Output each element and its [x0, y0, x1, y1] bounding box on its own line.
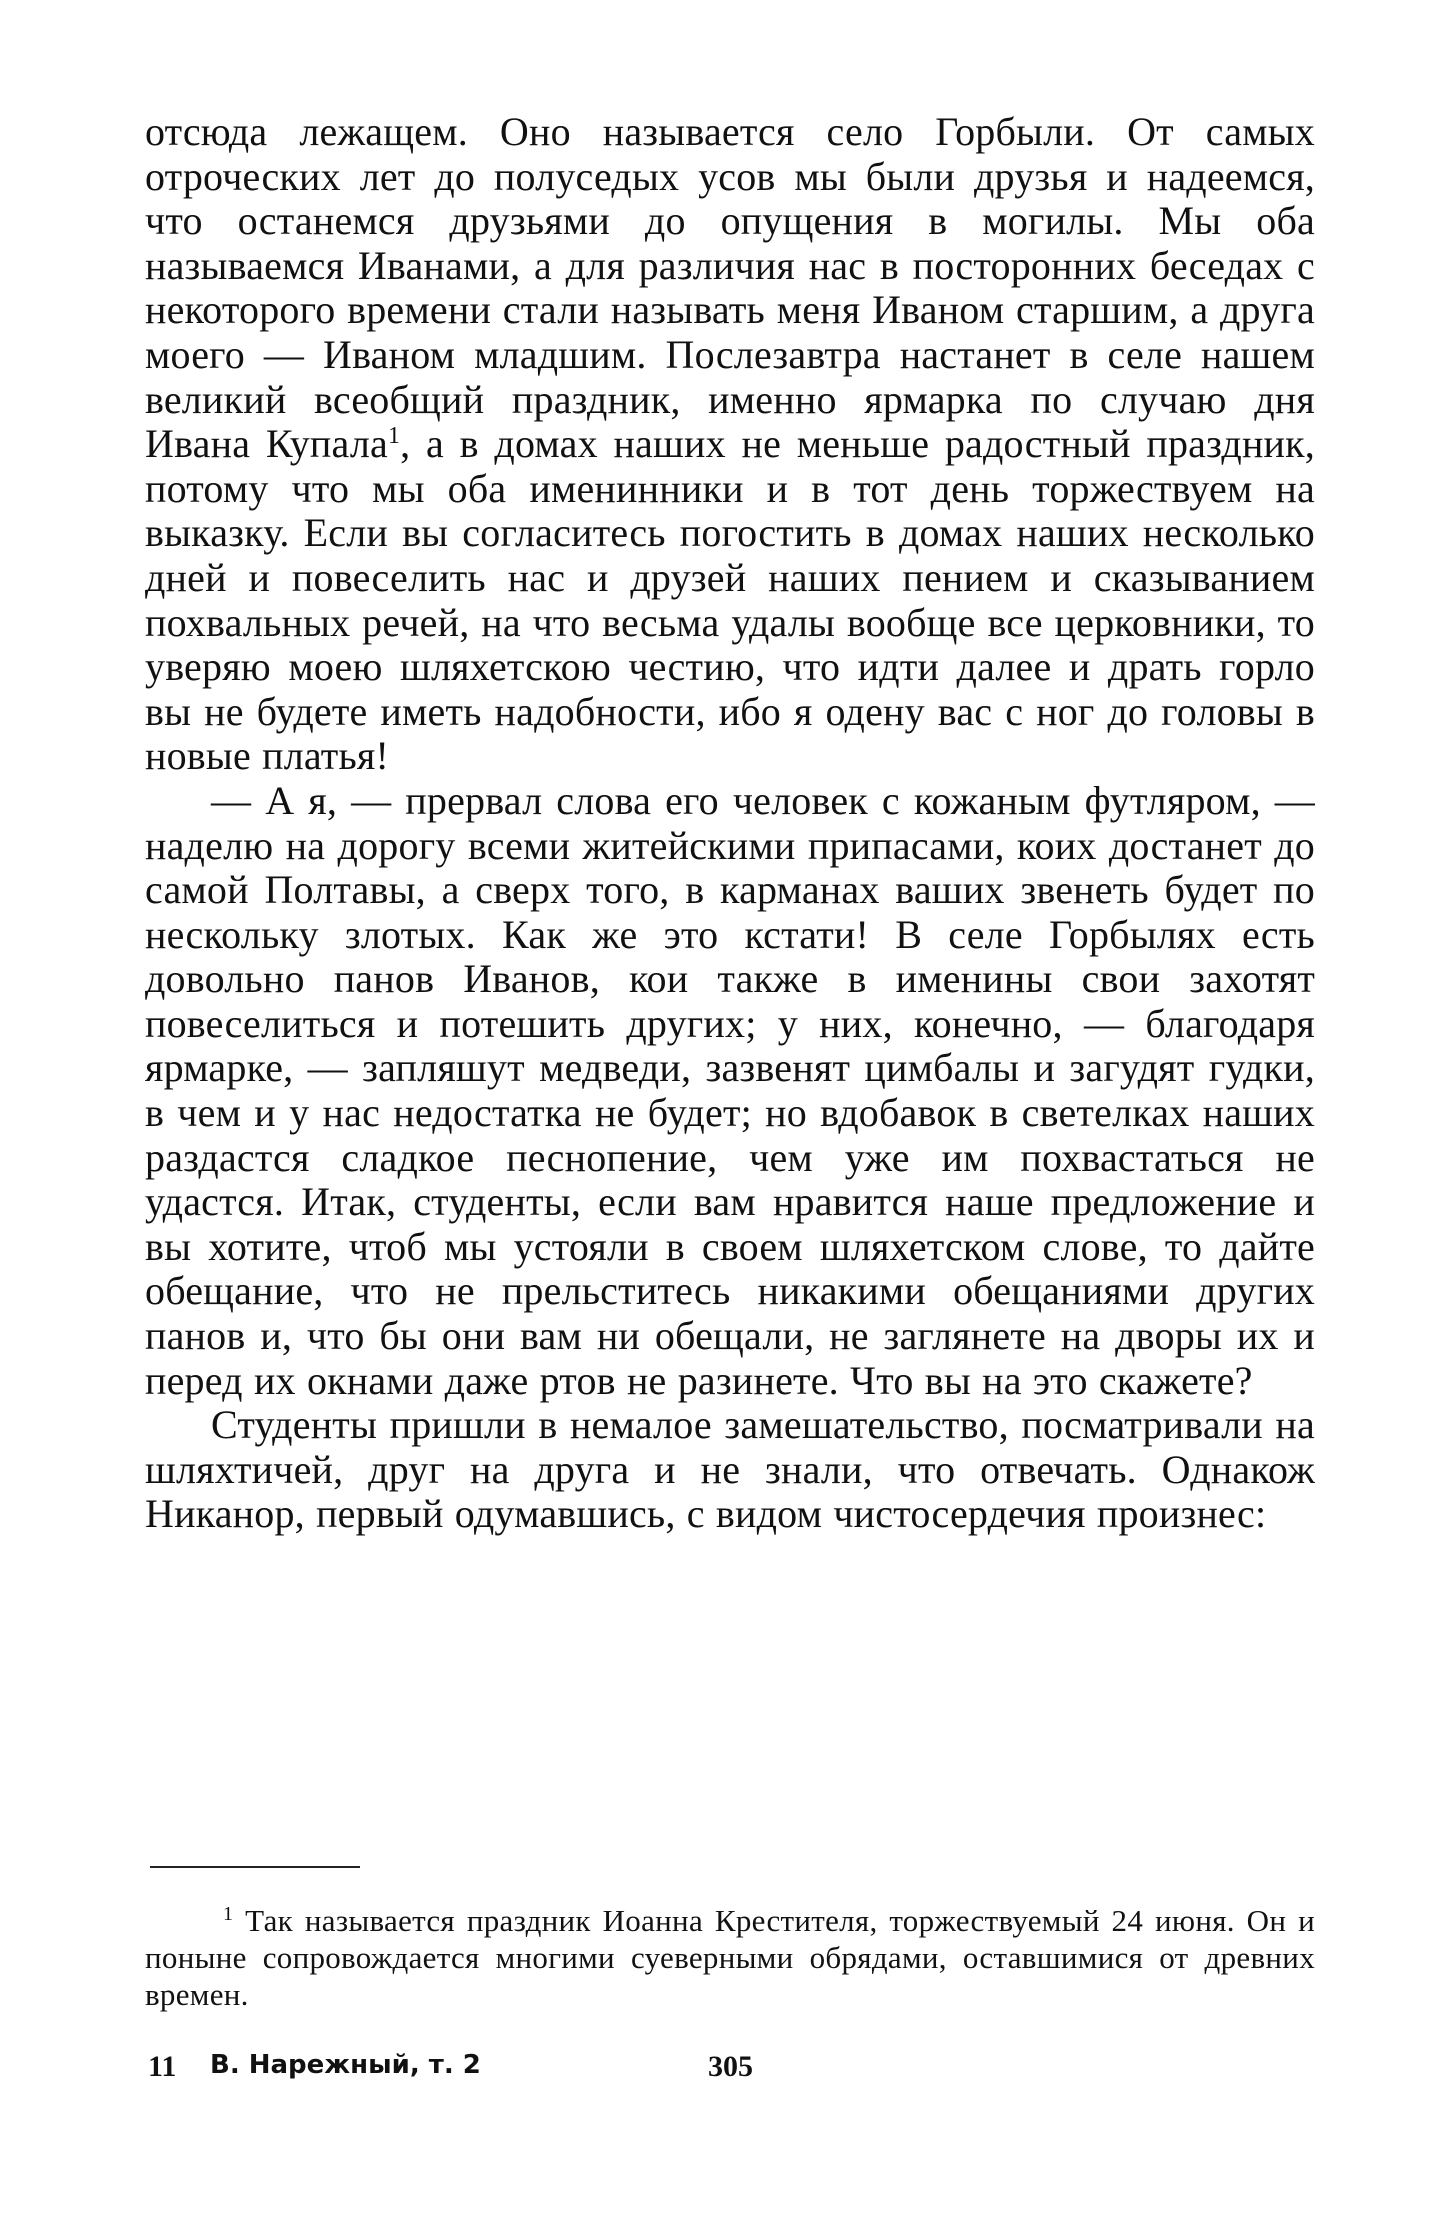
paragraph: Студенты пришли в немалое замешательство, посматривали на шляхтичей, друг на друга и не знали, что отвечать. Однакож Никанор, первый одумавшись, с видом чистосердечия произнес: [145, 1402, 1315, 1537]
main-text [145, 110, 1315, 1537]
page-body [145, 110, 1315, 1537]
footnote-text: Так называется праздник Иоанна Крестителя, торжествуемый 24 июня. Он и поныне сопровождается многими суеверными обрядами, оставшимися от древних времен. [145, 1903, 1315, 2012]
paragraph-text: отсюда лежащем. Оно называется село Горбыли. От самых отроческих лет до полуседых усов мы были друзья и надеемся, что останемся друзьями до опущения в могилы. Мы оба называемся Иванами, а для различия нас в посторонних беседах с некоторого времени стали называть меня Иваном старшим, а друга моего — Иваном младшим. Послезавтра настанет в селе нашем великий всеобщий праздник, именно ярмарка по случаю дня Ивана Купала [145, 109, 1315, 467]
paragraph [145, 110, 1315, 779]
page-footer [148, 2050, 1318, 2090]
paragraph-text-continued: , а в домах наших не меньше радостный праздник, потому что мы оба именинники и в тот день торжествуем на выказку. Если вы согласитесь погостить в домах наших несколько дней и повеселить нас и друзей наших пением и сказыванием похвальных речей, на что весьма удалы вообще все церковники, то уверяю моею шляхетскою честию, что идти далее и драть горло вы не будете иметь надобности, ибо я одену вас с ног до головы в новые платья! [145, 421, 1315, 779]
footnote [145, 1902, 1315, 2013]
page-number: 305 [708, 2050, 753, 2083]
signature-number: 11 [148, 2050, 177, 2083]
paragraph: — А я, — прервал слова его человек с кожаным футляром, — наделю на дорогу всеми житейскими припасами, коих достанет до самой Полтавы, а сверх того, в карманах ваших звенеть будет по нескольку злотых. Как же это кстати! В селе Горбылях есть довольно панов Иванов, кои также в именины свои захотят повеселиться и потешить других; у них, конечно, — благодаря ярмарке, — запляшут медведи, зазвенят цимбалы и загудят гудки, в чем и у нас недостатка не будет; но вдобавок в светелках наших раздастся сладкое песнопение, чем уже им похвастаться не удастся. Итак, студенты, если вам нравится наше предложение и вы хотите, чтоб мы устояли в своем шляхетском слове, то дайте обещание, что не прельститесь никакими обещаниями других панов и, что бы они вам ни обещали, не заглянете на дворы их и перед их окнами даже ртов не разинете. Что вы на это скажете? [145, 777, 1315, 1403]
footnotes [145, 1902, 1315, 2013]
footnote-reference: 1 [387, 423, 401, 450]
footnote-separator [150, 1866, 360, 1868]
signature-text: В. Нарежный, т. 2 [210, 2050, 481, 2080]
footnote-mark: 1 [223, 1903, 234, 1925]
